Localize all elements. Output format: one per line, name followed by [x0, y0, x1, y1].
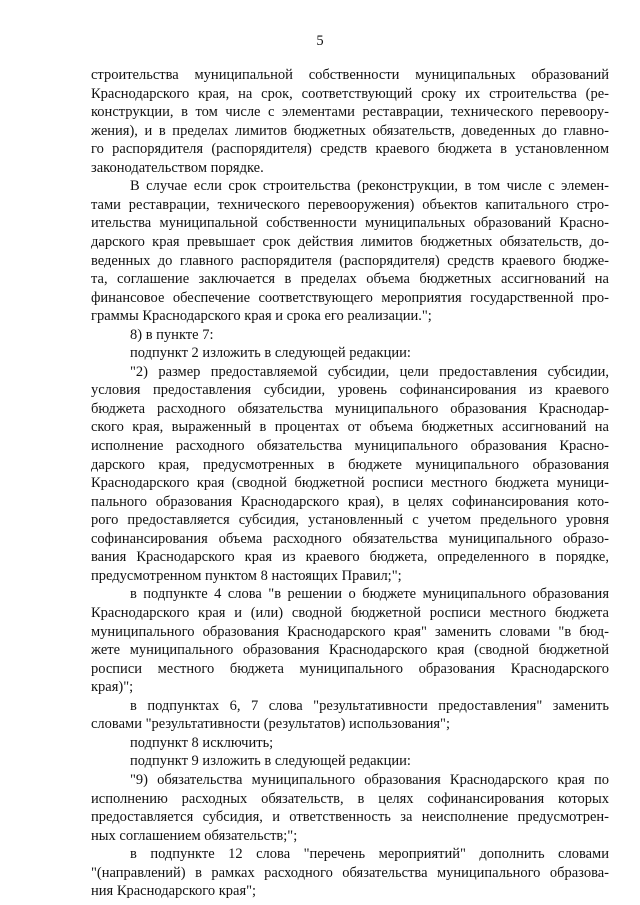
text-line: исполнению расходных обязательств, в целях софинансирования которых [91, 790, 609, 807]
text-line: софинансирования объема расходного обязательства муниципального образо- [91, 530, 609, 547]
text-line: "2) размер предоставляемой субсидии, цели предоставления субсидии, [130, 363, 609, 380]
text-line: в подпункте 12 слова "перечень мероприятий" дополнить словами [130, 846, 609, 863]
text-line: условия предоставления субсидии, уровень софинансирования из краевого [91, 382, 609, 399]
text-line: жете муниципального образования Краснодарского края (сводной бюджетной [91, 642, 609, 659]
text-line: "(направлений) в рамках расходного обязательства муниципального образова- [91, 864, 609, 881]
text-line: предоставляется субсидия, и ответственность за неисполнение предусмотрен- [91, 809, 609, 825]
text-line: 8) в пункте 7: [130, 326, 214, 343]
text-line: предусмотренном пунктом 8 настоящих Правил;"; [91, 567, 402, 584]
text-line: муниципального образования Краснодарского края" заменить словами "в бюд- [91, 623, 609, 640]
text-line: ния Краснодарского края"; [91, 883, 257, 900]
text-line: росписи местного бюджета муниципального образования Краснодарского [91, 660, 609, 677]
text-line: ского края, выраженный в процентах от объема бюджетных ассигнований на [91, 419, 609, 436]
text-line: в подпункте 4 слова "в решении о бюджете муниципального образования [130, 586, 609, 603]
text-line: тами реставрации, технического перевооружения) объектов капитального стро- [91, 196, 609, 213]
text-line: та, соглашение заключается в пределах объема бюджетных ассигнований на [91, 271, 609, 288]
text-line: дарского края превышает срок действия лимитов бюджетных обязательств, до- [91, 234, 609, 250]
text-line: Краснодарского края, на срок, соответствующий сроку их строительства (ре- [91, 85, 609, 102]
text-line: ительства муниципальной собственности муниципальных образований Красно- [91, 215, 609, 232]
text-line: законодательством порядке. [91, 159, 264, 176]
text-line: строительства муниципальной собственности муниципальных образований [91, 67, 609, 83]
text-line: веденных до главного распорядителя (распорядителя) средств краевого бюдже- [91, 252, 609, 269]
text-line: конструкции, в том числе с элементами реставрации, технического перевоору- [91, 104, 609, 121]
text-line: бюджета расходного обязательства муниципального образования Краснодар- [91, 400, 609, 417]
text-line: жения), и в пределах лимитов бюджетных обязательств, доведенных до главно- [91, 122, 609, 139]
page-number: 5 [316, 33, 324, 49]
text-line: в подпунктах 6, 7 слова "результативности предоставления" заменить [130, 697, 609, 714]
text-line: дарского края, предусмотренных в бюджете муниципального образования [91, 456, 609, 473]
text-line: подпункт 8 исключить; [130, 734, 274, 751]
text-line: исполнение расходного обязательства муниципального образования Красно- [91, 438, 609, 454]
text-line: го распорядителя (распорядителя) средств краевого бюджета в установленном [91, 141, 609, 158]
text-line: "9) обязательства муниципального образования Краснодарского края по [130, 771, 609, 788]
text-line: Краснодарского края (сводной бюджетной росписи местного бюджета муници- [91, 475, 609, 492]
text-line: вания Краснодарского края из краевого бюджета, определенного в порядке, [91, 549, 609, 566]
text-line: граммы Краснодарского края и срока его реализации."; [91, 308, 432, 325]
text-line: рого предоставляется субсидия, установленный с учетом предельного уровня [91, 512, 609, 529]
text-line: словами "результативности (результатов) использования"; [91, 716, 451, 733]
text-line: подпункт 2 изложить в следующей редакции: [130, 345, 411, 362]
text-line: ных соглашением обязательств;"; [91, 827, 298, 844]
text-line: края)"; [91, 679, 134, 696]
text-line: В случае если срок строительства (реконструкции, в том числе с элемен- [130, 178, 609, 195]
text-line: финансовое обеспечение соответствующего мероприятия государственной про- [91, 289, 609, 306]
text-line: подпункт 9 изложить в следующей редакции: [130, 753, 411, 770]
text-line: Краснодарского края и (или) сводной бюджетной росписи местного бюджета [91, 605, 609, 621]
text-line: пального образования Краснодарского края), в целях софинансирования кото- [91, 493, 609, 510]
